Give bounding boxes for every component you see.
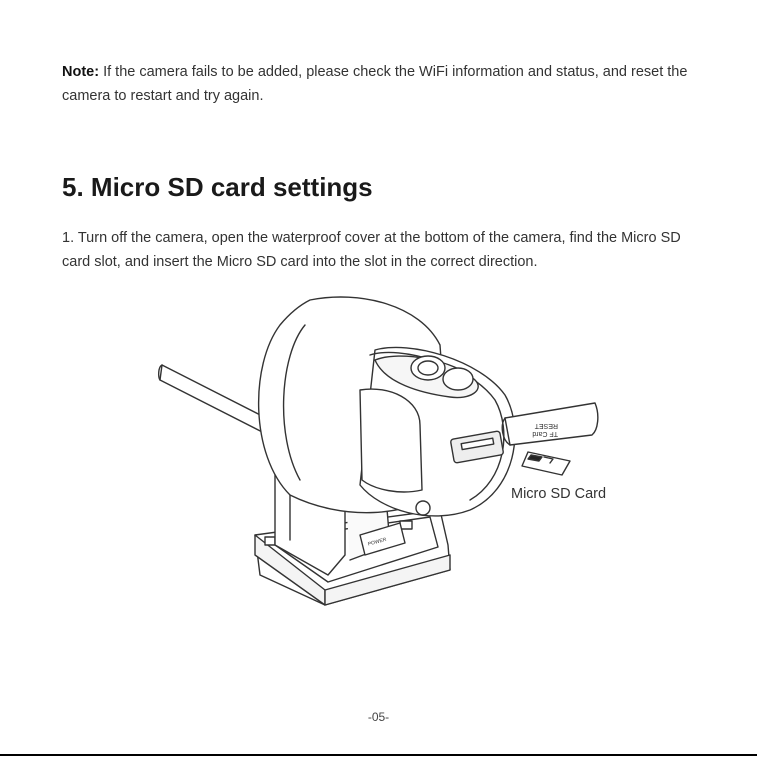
camera-head [360,347,515,516]
waterproof-cover [502,403,598,445]
micro-sd-card [522,452,570,475]
note-paragraph [62,60,712,108]
cover-text-reset: RESET [534,422,558,429]
section-title: 5. Micro SD card settings [62,172,373,202]
step-1-text: 1. Turn off the camera, open the waterproof cover at the bottom of the camera, find the Micro SD card slot, and insert the Micro SD card into the slot in the correct direction. [62,230,681,270]
power-port-label: POWER [367,536,388,548]
cover-text-tfcard: TF Card [532,430,558,437]
note-label: Note: [62,64,100,80]
micro-sd-card-label: Micro SD Card [511,486,607,502]
note-text: If the camera fails to be added, please check the WiFi information and status, and reset the camera to restart and try again. [62,64,688,104]
camera-illustration [150,285,610,625]
page-number: -05- [367,710,390,724]
bottom-rule [0,754,757,756]
